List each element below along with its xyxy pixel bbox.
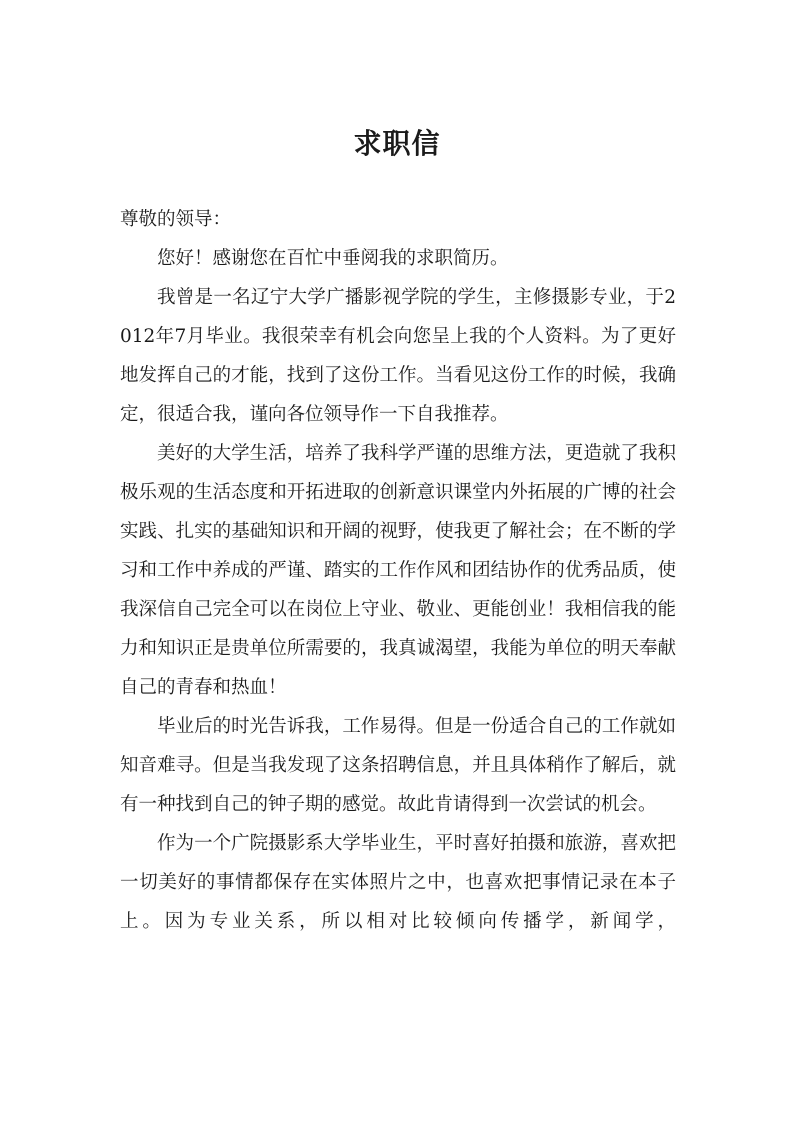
document-title: 求职信 xyxy=(353,127,441,160)
paragraph-after-graduation: 毕业后的时光告诉我，工作易得。但是一份适合自己的工作就如知音难寻。但是当我发现了这条招聘信息，并且具体稍作了解后，就有一种找到自己的钟子期的感觉。故此肯请得到一次尝试的机会。 xyxy=(120,716,676,815)
salutation: 尊敬的领导： xyxy=(120,209,232,230)
paragraph-introduction: 我曾是一名辽宁大学广播影视学院的学生，主修摄影专业，于2012年7月毕业。我很荣幸有机会向您呈上我的个人资料。为了更好地发挥自己的才能，找到了这份工作。当看见这份工作的时候，我确定，很适合我，谨向各位领导作一下自我推荐。 xyxy=(120,287,676,425)
paragraph-university-life: 美好的大学生活，培养了我科学严谨的思维方法，更造就了我积极乐观的生活态度和开拓进取的创新意识课堂内外拓展的广博的社会实践、扎实的基础知识和开阔的视野，使我更了解社会；在不断的学习和工作中养成的严谨、踏实的工作作风和团结协作的优秀品质，使我深信自己完全可以在岗位上守业、敬业、更能创业！我相信我的能力和知识正是贵单位所需要的，我真诚渴望，我能为单位的明天奉献自己的青春和热血！ xyxy=(120,443,676,698)
letter-body xyxy=(120,200,676,941)
paragraph-greeting: 您好！感谢您在百忙中垂阅我的求职简历。 xyxy=(157,248,509,269)
paragraph-interests: 作为一个广院摄影系大学毕业生，平时喜好拍摄和旅游，喜欢把一切美好的事情都保存在实体照片之中，也喜欢把事情记录在本子上。因为专业关系，所以相对比较倾向传播学，新闻学， xyxy=(120,833,676,932)
